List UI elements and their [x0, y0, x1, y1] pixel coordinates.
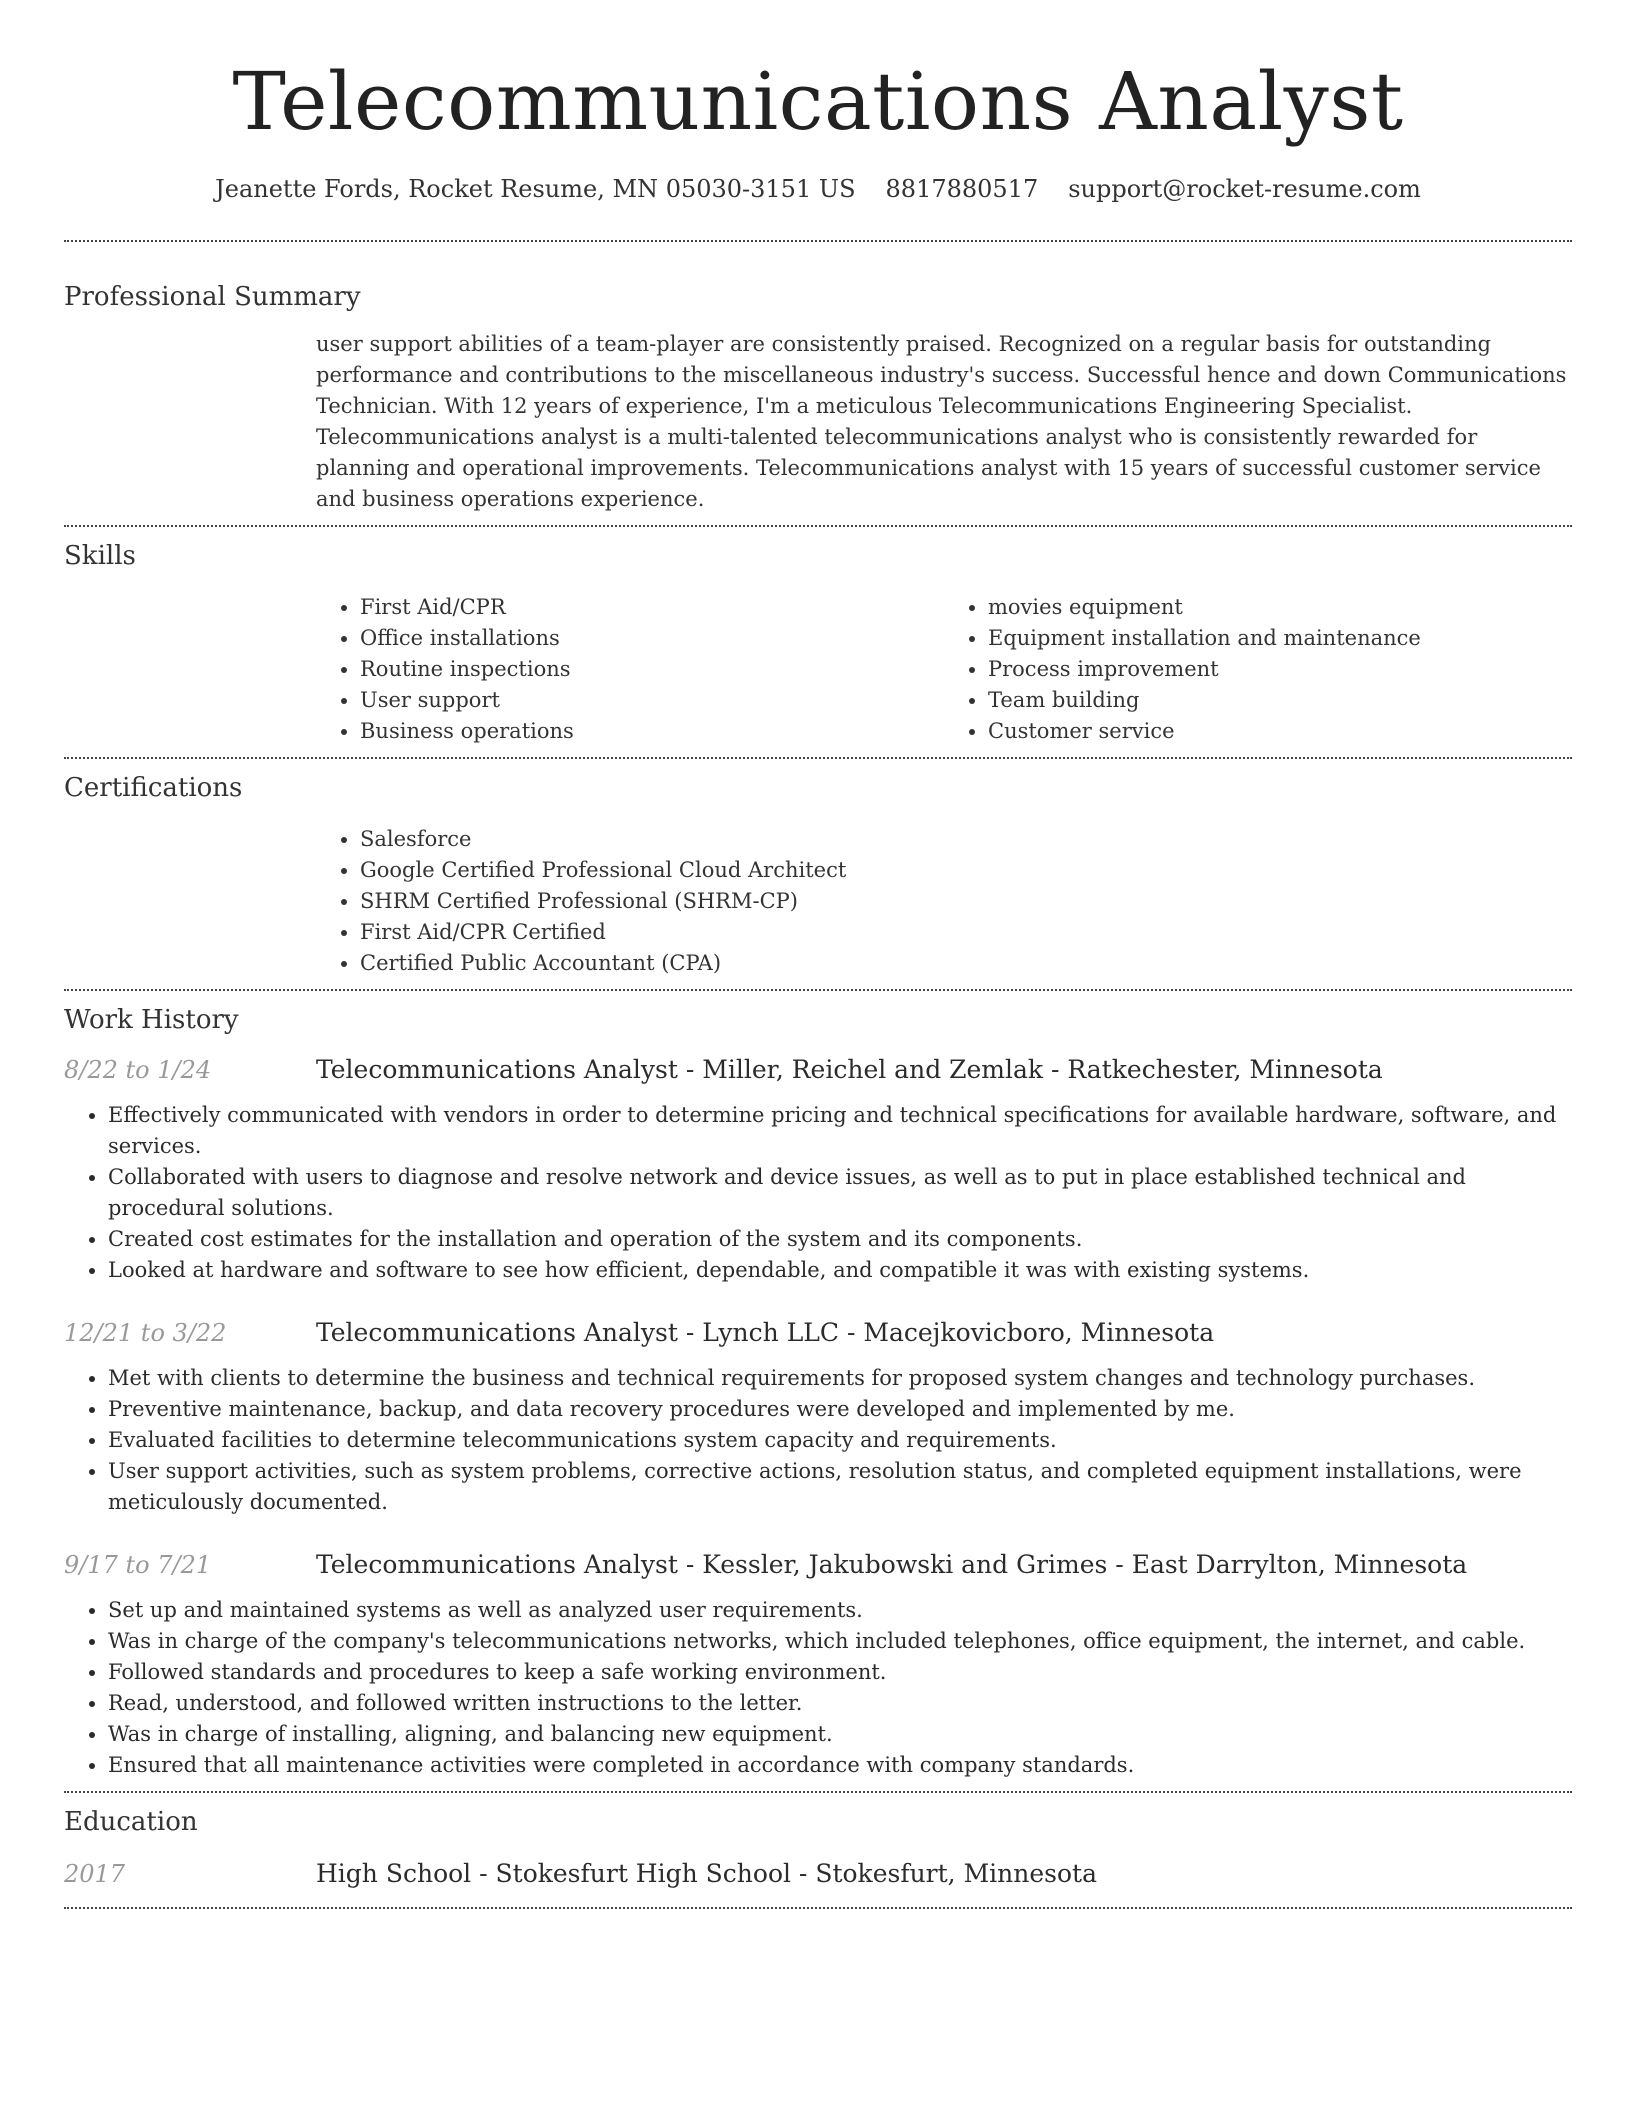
list-item: • Looked at hardware and software to see how efficient, dependable, and compatible it was with existing systems. — [108, 1255, 1572, 1286]
skills-column-1 — [316, 592, 944, 747]
skills-body — [316, 592, 1572, 747]
list-item: • User support activities, such as system problems, corrective actions, resolution status, and completed equipment installations, were meticulously documented. — [108, 1456, 1572, 1518]
list-item: • First Aid/CPR Certified — [360, 917, 1572, 948]
list-item: • Customer service — [988, 716, 1572, 747]
work-history-section — [64, 991, 1572, 1791]
job-date: 9/17 to 7/21 — [64, 1551, 212, 1579]
job-entry — [64, 1053, 1572, 1286]
list-item: • Equipment installation and maintenance — [988, 623, 1572, 654]
job-entry — [64, 1316, 1572, 1518]
list-item: • Followed standards and procedures to keep a safe working environment. — [108, 1657, 1572, 1688]
education-date: 2017 — [64, 1860, 126, 1888]
education-title: High School - Stokesfurt High School - Stokesfurt, Minnesota — [316, 1859, 1097, 1888]
job-title: Telecommunications Analyst - Kessler, Jakubowski and Grimes - East Darrylton, Minnesota — [316, 1550, 1468, 1579]
list-item: • First Aid/CPR — [360, 592, 944, 623]
list-item: • Effectively communicated with vendors in order to determine pricing and technical specifications for available hardware, software, and services. — [108, 1100, 1572, 1162]
list-item: • Office installations — [360, 623, 944, 654]
list-item: • Was in charge of installing, aligning, and balancing new equipment. — [108, 1719, 1572, 1750]
list-item: • Met with clients to determine the business and technical requirements for proposed system changes and technology purchases. — [108, 1363, 1572, 1394]
list-item: • movies equipment — [988, 592, 1572, 623]
contact-email: support@rocket-resume.com — [1068, 175, 1421, 203]
job-date: 12/21 to 3/22 — [64, 1319, 227, 1347]
section-title-work-history: Work History — [64, 1005, 239, 1035]
job-date: 8/22 to 1/24 — [64, 1056, 212, 1084]
list-item: • Evaluated facilities to determine telecommunications system capacity and requirements. — [108, 1425, 1572, 1456]
job-header — [64, 1053, 1572, 1087]
certifications-section — [64, 759, 1572, 989]
list-item: • Was in charge of the company's telecommunications networks, which included telephones, office equipment, the internet, and cable. — [108, 1626, 1572, 1657]
summary-text: user support abilities of a team-player are consistently praised. Recognized on a regular basis for outstanding performance and contributions to the miscellaneous industry's success. Successful hence and down Communications Technician. With 12 years of experience, I'm a meticulous Telecommunications Engineering Specialist. Telecommunications analyst is a multi-talented telecommunications analyst who is consistently rewarded for planning and operational improvements. Telecommunications analyst with 15 years of successful customer service and business operations experience. — [316, 332, 1567, 511]
list-item: • Ensured that all maintenance activities were completed in accordance with company standards. — [108, 1750, 1572, 1781]
summary-body — [316, 329, 1572, 515]
job-bullets — [64, 1100, 1572, 1286]
list-item: • Collaborated with users to diagnose and resolve network and device issues, as well as to put in place established technical and procedural solutions. — [108, 1162, 1572, 1224]
job-header — [64, 1316, 1572, 1350]
job-bullets — [64, 1363, 1572, 1518]
job-entry — [64, 1548, 1572, 1781]
list-item: • Team building — [988, 685, 1572, 716]
contact-line — [64, 172, 1572, 206]
list-item: • User support — [360, 685, 944, 716]
list-item: • Certified Public Accountant (CPA) — [360, 948, 1572, 979]
section-title-education: Education — [64, 1807, 198, 1837]
contact-phone: 8817880517 — [885, 175, 1039, 203]
job-bullets — [64, 1595, 1572, 1781]
section-title-skills: Skills — [64, 541, 136, 571]
job-header — [64, 1548, 1572, 1582]
job-title: Telecommunications Analyst - Lynch LLC - Macejkovicboro, Minnesota — [316, 1318, 1215, 1347]
certifications-body — [316, 824, 1572, 979]
list-item: • Created cost estimates for the installation and operation of the system and its components. — [108, 1224, 1572, 1255]
section-title-summary: Professional Summary — [64, 282, 361, 312]
list-item: • Preventive maintenance, backup, and data recovery procedures were developed and implemented by me. — [108, 1394, 1572, 1425]
section-title-certifications: Certifications — [64, 773, 243, 803]
skills-section — [64, 527, 1572, 757]
list-item: • Google Certified Professional Cloud Architect — [360, 855, 1572, 886]
list-item: • Routine inspections — [360, 654, 944, 685]
resume-page — [64, 0, 1572, 1909]
contact-address: Jeanette Fords, Rocket Resume, MN 05030-3151 US — [215, 175, 856, 203]
summary-section — [64, 242, 1572, 525]
list-item: • SHRM Certified Professional (SHRM-CP) — [360, 886, 1572, 917]
skills-column-2 — [944, 592, 1572, 747]
list-item: • Set up and maintained systems as well as analyzed user requirements. — [108, 1595, 1572, 1626]
education-section — [64, 1793, 1572, 1907]
list-item: • Salesforce — [360, 824, 1572, 855]
divider — [64, 1907, 1572, 1909]
list-item: • Read, understood, and followed written instructions to the letter. — [108, 1688, 1572, 1719]
education-entry — [64, 1857, 1572, 1891]
certifications-list — [316, 824, 1572, 979]
list-item: • Business operations — [360, 716, 944, 747]
resume-name: Telecommunications Analyst — [232, 55, 1404, 148]
job-title: Telecommunications Analyst - Miller, Reichel and Zemlak - Ratkechester, Minnesota — [316, 1055, 1383, 1084]
list-item: • Process improvement — [988, 654, 1572, 685]
